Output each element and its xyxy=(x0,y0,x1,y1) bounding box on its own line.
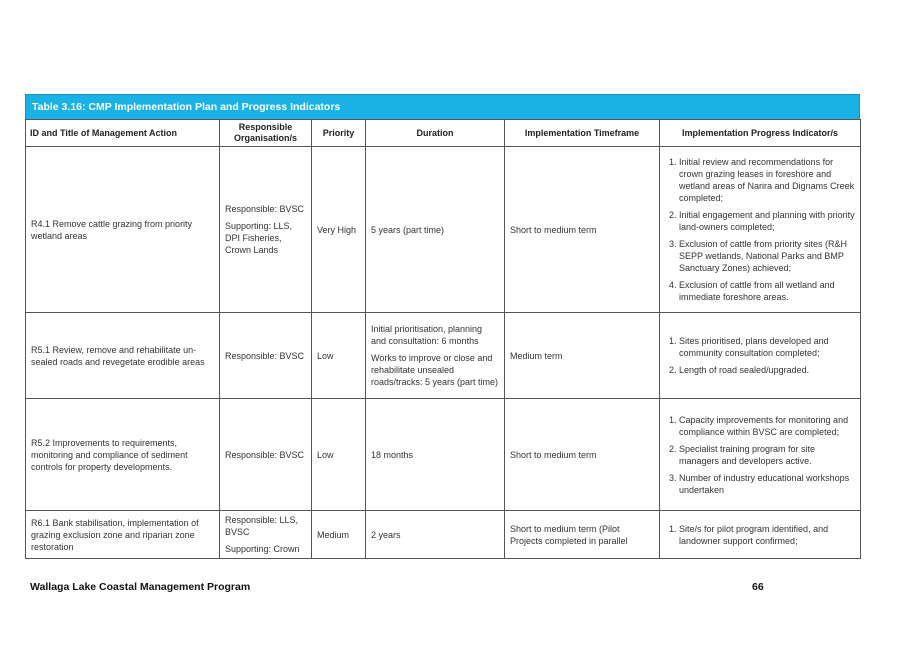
duration-line: 2 years xyxy=(371,529,401,540)
priority-cell: Medium xyxy=(312,511,366,559)
indicator-list xyxy=(665,335,855,376)
header-progress: Implementation Progress Indicator/s xyxy=(660,120,861,147)
header-duration: Duration xyxy=(366,120,505,147)
duration-cell xyxy=(366,511,505,559)
indicator-list xyxy=(665,523,855,547)
responsible-line: Responsible: BVSC xyxy=(225,204,305,214)
responsible-line: Responsible: LLS, BVSC xyxy=(225,515,299,537)
header-priority: Priority xyxy=(312,120,366,147)
responsible-cell xyxy=(220,313,312,399)
priority-cell: Very High xyxy=(312,147,366,313)
action-cell: R5.2 Improvements to requirements, monitoring and compliance of sediment controls for property developments. xyxy=(26,399,220,511)
indicator-item: 1. Capacity improvements for monitoring and compliance within BVSC are completed; xyxy=(679,414,855,438)
action-cell: R4.1 Remove cattle grazing from priority wetland areas xyxy=(26,147,220,313)
table-row xyxy=(26,313,861,399)
timeframe-cell: Medium term xyxy=(505,313,660,399)
indicator-item: 1. Site/s for pilot program identified, and landowner support confirmed; xyxy=(679,523,855,547)
responsible-cell xyxy=(220,147,312,313)
duration-line: 5 years (part time) xyxy=(371,224,445,235)
table-row xyxy=(26,511,861,559)
indicator-item: 1. Initial review and recommendations for crown grazing leases in foreshore and wetland areas of Narira and Dignams Creek completed; xyxy=(679,156,855,204)
indicator-cell xyxy=(660,399,861,511)
table-row xyxy=(26,147,861,313)
indicator-item: 1. Sites prioritised, plans developed and community consultation completed; xyxy=(679,335,855,359)
indicator-list xyxy=(665,156,855,303)
action-cell: R6.1 Bank stabilisation, implementation of grazing exclusion zone and riparian zone restoration xyxy=(26,511,220,559)
footer-page-number: 66 xyxy=(752,581,764,593)
indicator-list xyxy=(665,414,855,496)
header-row xyxy=(26,120,861,147)
timeframe-cell: Short to medium term xyxy=(505,147,660,313)
action-cell: R5.1 Review, remove and rehabilitate un-sealed roads and revegetate erodible areas xyxy=(26,313,220,399)
duration-cell xyxy=(366,399,505,511)
duration-line: Initial prioritisation, planning and consultation: 6 months xyxy=(371,324,483,346)
indicator-item: 2. Specialist training program for site managers and developers active. xyxy=(679,443,855,467)
responsible-cell xyxy=(220,511,312,559)
table-row xyxy=(26,399,861,511)
duration-line: Works to improve or close and rehabilitate unsealed roads/tracks: 5 years (part time) xyxy=(371,353,499,387)
indicator-item: 2. Length of road sealed/upgraded. xyxy=(679,364,855,376)
indicator-item: 4. Exclusion of cattle from all wetland and immediate foreshore areas. xyxy=(679,279,855,303)
responsible-cell xyxy=(220,399,312,511)
priority-cell: Low xyxy=(312,313,366,399)
indicator-item: 3. Number of industry educational workshops undertaken xyxy=(679,472,855,496)
indicator-item: 3. Exclusion of cattle from priority sites (R&H SEPP wetlands, National Parks and BMP Sanctuary Zones) achieved; xyxy=(679,238,855,274)
responsible-line: Supporting: LLS, DPI Fisheries, Crown Lands xyxy=(225,221,293,255)
responsible-line: Responsible: BVSC xyxy=(225,350,305,361)
priority-cell: Low xyxy=(312,399,366,511)
indicator-cell xyxy=(660,147,861,313)
duration-cell xyxy=(366,147,505,313)
indicator-item: 2. Initial engagement and planning with priority land-owners completed; xyxy=(679,209,855,233)
implementation-table xyxy=(25,94,860,559)
duration-cell xyxy=(366,313,505,399)
indicator-cell xyxy=(660,511,861,559)
header-action: ID and Title of Management Action xyxy=(26,120,220,147)
footer-document-title: Wallaga Lake Coastal Management Program xyxy=(30,581,251,593)
header-timeframe: Implementation Timeframe xyxy=(505,120,660,147)
duration-line: 18 months xyxy=(371,449,414,460)
header-responsible: Responsible Organisation/s xyxy=(220,120,312,147)
responsible-line: Responsible: BVSC xyxy=(225,449,305,460)
indicator-cell xyxy=(660,313,861,399)
table-title: Table 3.16: CMP Implementation Plan and Progress Indicators xyxy=(25,94,860,119)
timeframe-cell: Short to medium term xyxy=(505,399,660,511)
table-grid xyxy=(25,119,861,559)
timeframe-cell: Short to medium term (Pilot Projects completed in parallel xyxy=(505,511,660,559)
responsible-line: Supporting: Crown xyxy=(225,544,300,554)
